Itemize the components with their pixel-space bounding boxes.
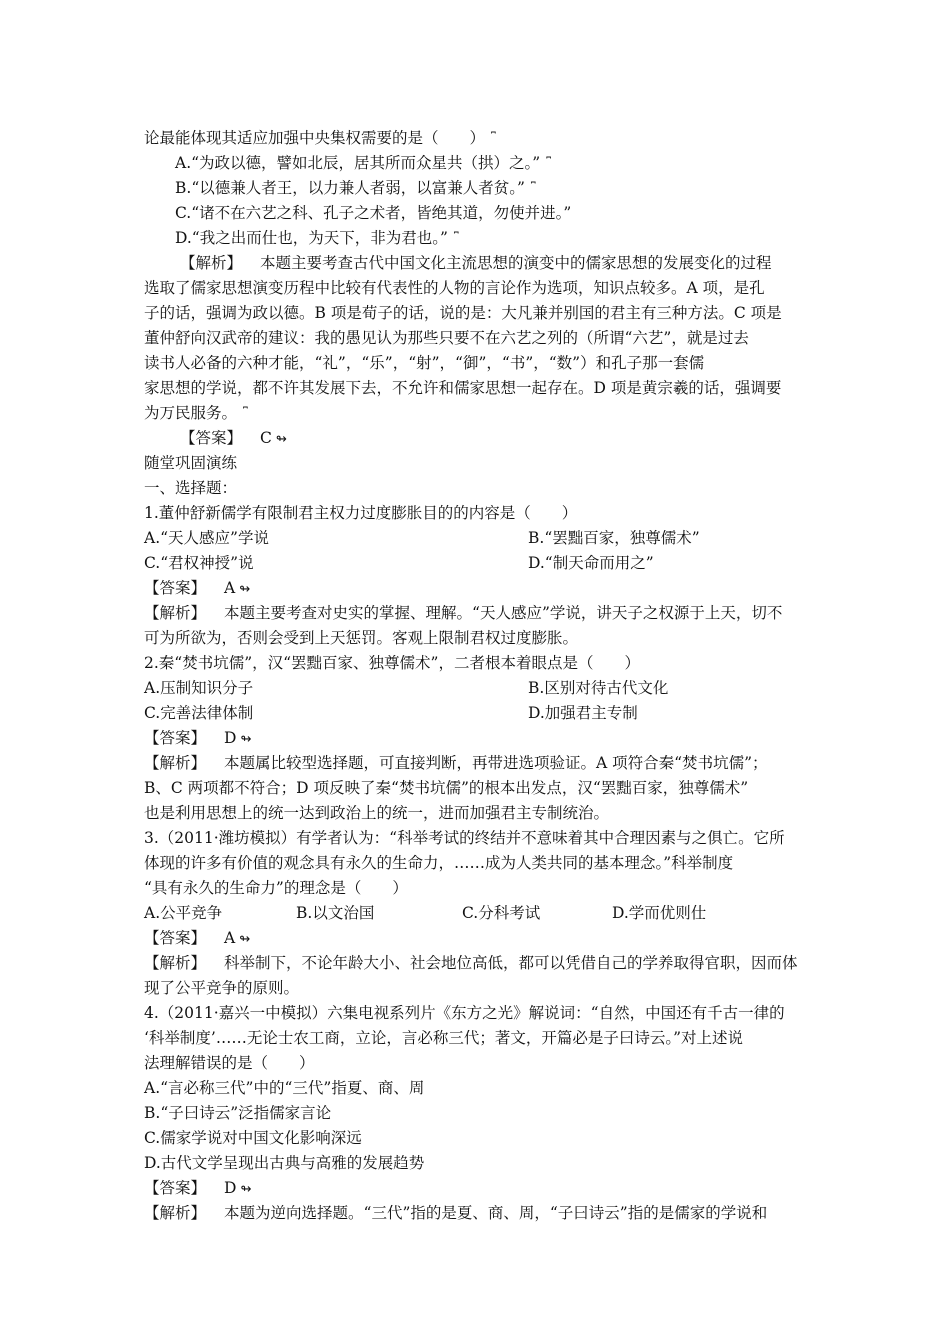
q3-option-a: A.公平竞争 bbox=[144, 904, 223, 922]
intro-stem: 论最能体现其适应加强中央集权需要的是（ ） ⎴ bbox=[144, 126, 814, 151]
q3-option-d: D.学而优则仕 bbox=[612, 904, 707, 922]
intro-option-b: B.“以德兼人者王，以力兼人者弱，以富兼人者贫。” ⎴ bbox=[144, 176, 814, 201]
q4-analysis-line-1: 【解析】 本题为逆向选择题。“三代”指的是夏、商、周，“子曰诗云”指的是儒家的学说和 bbox=[144, 1204, 768, 1222]
q1-option-a: A.“天人感应”学说 bbox=[144, 529, 269, 547]
answer-mark-icon: ↬ bbox=[275, 432, 287, 447]
intro-option-c: C.“诸不在六艺之科、孔子之术者，皆绝其道，勿使并进。” bbox=[175, 204, 572, 222]
q1-answer: 【答案】 A ↬ bbox=[144, 576, 814, 601]
answer-mark-icon: ↬ bbox=[240, 1182, 252, 1197]
q2-option-d: D.加强君主专制 bbox=[528, 704, 638, 722]
q4-option-c: C.儒家学说对中国文化影响深远 bbox=[144, 1129, 362, 1147]
intro-analysis-line-4: 董仲舒向汉武帝的建议：我的愚见认为那些只要不在六艺之列的（所谓“六艺”，就是过去 bbox=[144, 329, 749, 347]
q3-stem-line-3: “具有永久的生命力”的理念是（ ） bbox=[144, 879, 408, 897]
q4-option-a: A.“言必称三代”中的“三代”指夏、商、周 bbox=[144, 1079, 425, 1097]
line-break-mark-icon: ⎴ bbox=[453, 231, 459, 245]
q1-option-d: D.“制天命而用之” bbox=[528, 554, 654, 572]
q1-analysis-line-2: 可为所欲为，否则会受到上天惩罚。客观上限制君权过度膨胀。 bbox=[144, 629, 579, 647]
q3-analysis-line-1: 【解析】 科举制下，不论年龄大小、社会地位高低，都可以凭借自己的学养取得官职，因而体 bbox=[144, 954, 798, 972]
q3-answer: 【答案】 A ↬ bbox=[144, 926, 814, 951]
q1-options-row-2 bbox=[144, 551, 814, 576]
intro-option-d: D.“我之出而仕也，为天下，非为君也。” ⎴ bbox=[144, 226, 814, 251]
intro-analysis-line-6: 家思想的学说，都不许其发展下去，不允许和儒家思想一起存在。D 项是黄宗羲的话，强调要 bbox=[144, 379, 782, 397]
q1-options-row-1 bbox=[144, 526, 814, 551]
answer-mark-icon: ↬ bbox=[239, 582, 251, 597]
q1-option-c: C.“君权神授”说 bbox=[144, 554, 254, 572]
q1-analysis-line-1: 【解析】 本题主要考查对史实的掌握、理解。“天人感应”学说，讲天子之权源于上天，切不 bbox=[144, 604, 783, 622]
q2-analysis-line-3: 也是利用思想上的统一达到政治上的统一，进而加强君主专制统治。 bbox=[144, 804, 610, 822]
q3-option-c: C.分科考试 bbox=[462, 904, 541, 922]
subsection-title: 一、选择题： bbox=[144, 479, 238, 497]
intro-analysis-line-2: 选取了儒家思想演变历程中比较有代表性的人物的言论作为选项，知识点较多。A 项，是孔 bbox=[144, 279, 765, 297]
q4-answer: 【答案】 D ↬ bbox=[144, 1176, 814, 1201]
q2-stem: 2.秦“焚书坑儒”，汉“罢黜百家、独尊儒术”，二者根本着眼点是（ ） bbox=[144, 654, 640, 672]
q3-option-b: B.以文治国 bbox=[296, 904, 375, 922]
q1-stem: 1.董仲舒新儒学有限制君主权力过度膨胀目的的内容是（ ） bbox=[144, 504, 578, 522]
intro-analysis-line-7: 为万民服务。 ⎴ bbox=[144, 401, 814, 426]
q3-stem-line-2: 体现的许多有价值的观念具有永久的生命力，……成为人类共同的基本理念。”科举制度 bbox=[144, 854, 734, 872]
document-page bbox=[144, 126, 814, 1226]
q4-option-b: B.“子曰诗云”泛指儒家言论 bbox=[144, 1104, 332, 1122]
answer-mark-icon: ↬ bbox=[240, 732, 252, 747]
intro-analysis-line-5: 读书人必备的六种才能，“礼”，“乐”，“射”，“御”，“书”，“数”）和孔子那一套儒 bbox=[144, 354, 705, 372]
q2-answer: 【答案】 D ↬ bbox=[144, 726, 814, 751]
q2-option-a: A.压制知识分子 bbox=[144, 679, 254, 697]
q3-stem-line-1: 3.（2011·潍坊模拟）有学者认为：“科举考试的终结并不意味着其中合理因素与之俱亡。它所 bbox=[144, 829, 785, 847]
line-break-mark-icon: ⎴ bbox=[546, 156, 552, 170]
q2-options-row-1 bbox=[144, 676, 814, 701]
q4-option-d: D.古代文学呈现出古典与高雅的发展趋势 bbox=[144, 1154, 425, 1172]
q3-options-row bbox=[144, 901, 814, 926]
q2-options-row-2 bbox=[144, 701, 814, 726]
intro-analysis-line-3: 子的话，强调为政以德。B 项是荀子的话，说的是：大凡兼并别国的君主有三种方法。C 项是 bbox=[144, 304, 782, 322]
q4-stem-line-1: 4.（2011·嘉兴一中模拟）六集电视系列片《东方之光》解说词：“自然，中国还有千古一律的 bbox=[144, 1004, 785, 1022]
q4-stem-line-2: ‘科举制度’……无论士农工商，立论，言必称三代；著文，开篇必是子曰诗云。”对上述说 bbox=[144, 1029, 744, 1047]
q2-option-b: B.区别对待古代文化 bbox=[528, 679, 669, 697]
answer-mark-icon: ↬ bbox=[239, 932, 251, 947]
line-break-mark-icon: ⎴ bbox=[491, 131, 496, 145]
q1-option-b: B.“罢黜百家，独尊儒术” bbox=[528, 529, 700, 547]
intro-option-a: A.“为政以德，譬如北辰，居其所而众星共（拱）之。” ⎴ bbox=[144, 151, 814, 176]
q3-analysis-line-2: 现了公平竞争的原则。 bbox=[144, 979, 300, 997]
intro-answer: 【答案】 C ↬ bbox=[144, 426, 814, 451]
line-break-mark-icon: ⎴ bbox=[530, 181, 536, 195]
q2-option-c: C.完善法律体制 bbox=[144, 704, 254, 722]
line-break-mark-icon: ⎴ bbox=[243, 406, 248, 420]
q4-stem-line-3: 法理解错误的是（ ） bbox=[144, 1054, 315, 1072]
section-title: 随堂巩固演练 bbox=[144, 454, 238, 472]
q2-analysis-line-2: B、C 两项都不符合；D 项反映了秦“焚书坑儒”的根本出发点，汉“罢黜百家，独尊儒术” bbox=[144, 779, 749, 797]
q2-analysis-line-1: 【解析】 本题属比较型选择题，可直接判断，再带进选项验证。A 项符合秦“焚书坑儒”； bbox=[144, 754, 768, 772]
intro-analysis-line-1: 【解析】 本题主要考查古代中国文化主流思想的演变中的儒家思想的发展变化的过程 bbox=[180, 254, 772, 272]
